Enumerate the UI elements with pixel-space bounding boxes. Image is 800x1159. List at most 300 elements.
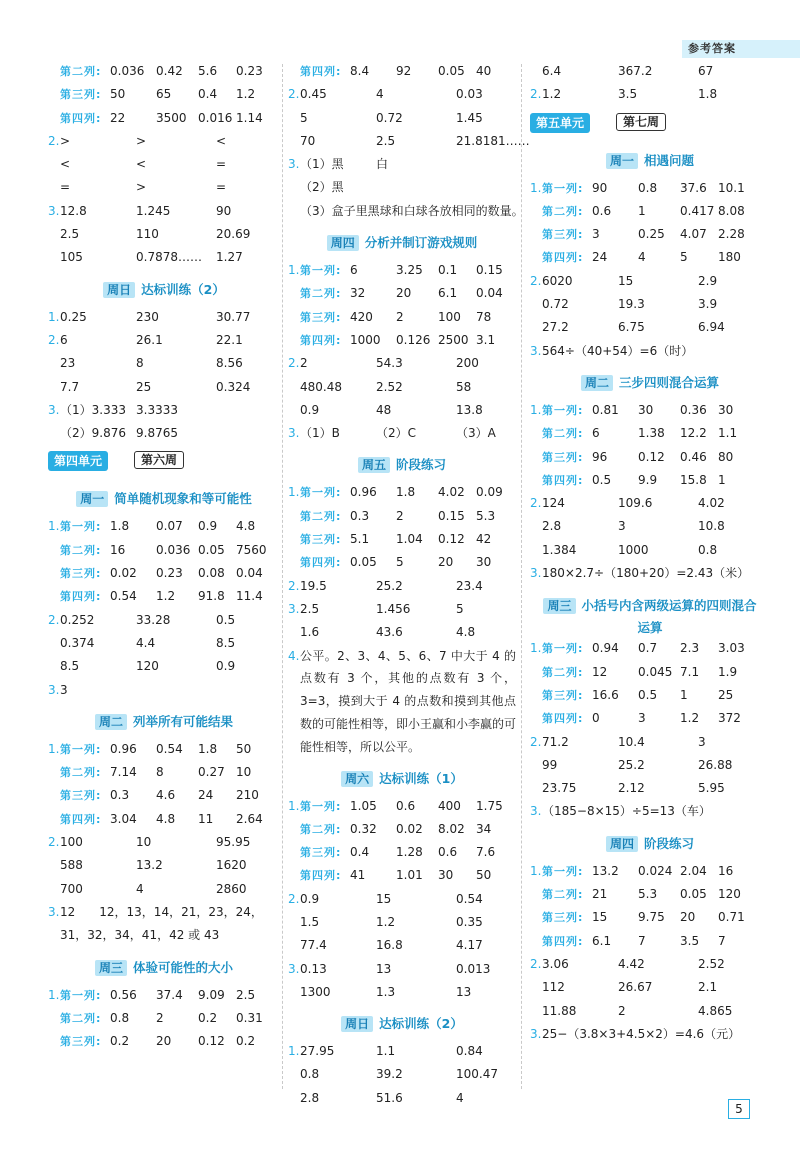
answer-value: 0.56 xyxy=(110,987,137,1002)
answer-row xyxy=(288,376,516,399)
answer-value: 1.2 xyxy=(156,589,176,604)
answer-value: 6 xyxy=(350,263,358,278)
answer-value: 4.8 xyxy=(156,811,176,826)
answer-value: 10.8 xyxy=(698,519,725,534)
answer-row xyxy=(48,60,280,83)
answer-value: 0.016 xyxy=(198,110,233,125)
answer-value: （2）黑 xyxy=(300,180,344,195)
answer-row xyxy=(288,1087,516,1110)
answer-value: 7.14 xyxy=(110,765,137,780)
row-label: 第四列: xyxy=(542,934,584,948)
question-number: 3. xyxy=(288,601,300,616)
answer-value: 0.024 xyxy=(638,863,673,878)
answer-value: 0.23 xyxy=(156,566,183,581)
answer-row xyxy=(48,655,280,678)
answer-value: 3.9 xyxy=(698,297,718,312)
answer-row xyxy=(48,784,280,807)
answer-value: 6.1 xyxy=(438,286,458,301)
answer-value: = xyxy=(216,157,227,172)
answer-value: 0.4 xyxy=(350,845,370,860)
answer-value: 70 xyxy=(300,133,316,148)
answer-value: 2.5 xyxy=(300,601,320,616)
answer-value: 12 xyxy=(592,664,608,679)
answer-row: 3. 12 12，13，14，21，23，24， xyxy=(48,904,263,919)
question-number: 2. xyxy=(48,835,60,850)
answer-column-1 xyxy=(48,60,280,1053)
answer-value: 6 xyxy=(592,426,600,441)
answer-row xyxy=(48,153,280,176)
answer-value: 8.5 xyxy=(60,659,80,674)
answer-row xyxy=(288,259,516,282)
answer-value: 26.67 xyxy=(618,980,653,995)
row-label: 第一列: xyxy=(542,642,584,656)
answer-value: 1.3 xyxy=(376,984,396,999)
answer-value: 0.9 xyxy=(198,519,218,534)
answer-value: 0.25 xyxy=(638,227,665,242)
answer-value: 0.6 xyxy=(438,845,458,860)
answer-value: 180 xyxy=(718,250,741,265)
section-heading: 周四 阶段练习 xyxy=(530,824,770,860)
answer-value: 700 xyxy=(60,881,83,896)
answer-row: 3. 180×2.7÷（180+20）=2.43（米） xyxy=(530,566,750,581)
answer-value: 3.25 xyxy=(396,263,423,278)
question-number: 1. xyxy=(530,863,542,878)
answer-value: 9.09 xyxy=(198,987,225,1002)
answer-row xyxy=(48,422,280,445)
answer-value: < xyxy=(60,157,71,172)
answer-value: 26.88 xyxy=(698,757,733,772)
answer-value: 白 xyxy=(376,157,389,172)
answer-value: 10.1 xyxy=(718,180,745,195)
answer-row xyxy=(48,107,280,130)
answer-value: 367.2 xyxy=(618,64,653,78)
answer-value: 77.4 xyxy=(300,938,327,953)
answer-value: 67 xyxy=(698,64,714,78)
answer-value: 105 xyxy=(60,250,83,265)
answer-value: 1.8 xyxy=(396,485,416,500)
answer-row xyxy=(48,1030,280,1053)
answer-value: 50 xyxy=(476,868,492,883)
answer-row xyxy=(288,399,516,422)
answer-row xyxy=(530,777,770,800)
answer-value: 0.324 xyxy=(216,379,251,394)
answer-row xyxy=(530,177,770,200)
section-heading: 周一 简单随机现象和等可能性 xyxy=(48,479,280,515)
answer-value: 3.04 xyxy=(110,811,137,826)
answer-value: 2500 xyxy=(438,332,469,347)
answer-row xyxy=(530,492,770,515)
answer-value: 4.8 xyxy=(236,519,256,534)
answer-value: 2.8 xyxy=(300,1090,320,1105)
answer-value: 0.2 xyxy=(236,1034,256,1049)
answer-value: （2）9.876 xyxy=(60,426,126,441)
answer-row xyxy=(530,293,770,316)
answer-value: 16.8 xyxy=(376,938,403,953)
answer-row xyxy=(48,878,280,901)
answer-value: 1.8 xyxy=(698,87,718,102)
answer-value: 1.45 xyxy=(456,110,483,125)
question-number: 3. xyxy=(288,961,300,976)
answer-value: 8.5 xyxy=(216,635,236,650)
answer-value: 0.126 xyxy=(396,332,431,347)
answer-value: > xyxy=(60,133,71,148)
answer-value: 0.2 xyxy=(110,1034,130,1049)
answer-value: 5 xyxy=(456,601,464,616)
answer-value: 13.8 xyxy=(456,402,483,417)
answer-value: = xyxy=(216,180,227,195)
section-heading: 周四 分析并制订游戏规则 xyxy=(288,223,516,259)
answer-value: 0.81 xyxy=(592,402,619,417)
answer-row xyxy=(288,282,516,305)
answer-row xyxy=(530,860,770,883)
question-number: 1. xyxy=(288,485,300,500)
answer-value: 0.4 xyxy=(198,87,218,102)
answer-value: 0.15 xyxy=(438,508,465,523)
answer-value: 78 xyxy=(476,309,492,324)
answer-value: 0.09 xyxy=(476,485,503,500)
answer-row xyxy=(48,223,280,246)
answer-value: 2.1 xyxy=(698,980,718,995)
answer-row xyxy=(288,911,516,934)
answer-value: 25.2 xyxy=(618,757,645,772)
answer-value: 20 xyxy=(396,286,412,301)
section-heading: 周一 相遇问题 xyxy=(530,141,770,177)
answer-value: 6020 xyxy=(542,273,573,288)
answer-value: （3）A xyxy=(456,426,496,441)
answer-row xyxy=(530,906,770,929)
answer-value: 3 xyxy=(698,734,706,749)
answer-row xyxy=(288,130,530,153)
answer-value: 0.374 xyxy=(60,635,95,650)
answer-value: 0.8 xyxy=(110,1010,130,1025)
answer-value: 1.384 xyxy=(542,542,577,557)
answer-value: 99 xyxy=(542,757,558,772)
row-label: 第三列: xyxy=(300,533,342,547)
answer-row xyxy=(530,930,770,953)
answer-row xyxy=(48,83,280,106)
answer-row: 3. （185−8×15）÷5=13（车） xyxy=(530,804,711,819)
answer-value: 0.72 xyxy=(376,110,403,125)
answer-value: 1.04 xyxy=(396,532,423,547)
answer-value: 16 xyxy=(110,542,126,557)
answer-value: （1）B xyxy=(300,426,340,441)
answer-value: 4.42 xyxy=(618,956,645,971)
answer-value: 1 xyxy=(718,472,726,487)
answer-value: 400 xyxy=(438,798,461,813)
answer-row xyxy=(288,306,516,329)
answer-column-2 xyxy=(288,60,530,1110)
page-number: 5 xyxy=(728,1099,750,1119)
row-label: 第二列: xyxy=(60,543,102,557)
answer-value: 0.84 xyxy=(456,1044,483,1059)
answer-value: 30 xyxy=(638,402,654,417)
answer-row xyxy=(288,551,516,574)
answer-value: < xyxy=(136,157,147,172)
row-label: 第四列: xyxy=(542,712,584,726)
answer-value: 2 xyxy=(300,356,308,371)
row-label: 第三列: xyxy=(542,228,584,242)
unit-header xyxy=(48,445,280,479)
answer-value: 2 xyxy=(396,508,404,523)
answer-row xyxy=(48,854,280,877)
answer-value: 230 xyxy=(136,309,159,324)
answer-value: 0.72 xyxy=(542,297,569,312)
answer-value: 92 xyxy=(396,64,412,78)
answer-value: 1.75 xyxy=(476,798,503,813)
answer-row xyxy=(48,738,280,761)
unit-badge: 第四单元 xyxy=(48,451,108,471)
answer-value: 43.6 xyxy=(376,625,403,640)
answer-value: 1000 xyxy=(350,332,381,347)
answer-value: 0.96 xyxy=(110,741,137,756)
answer-value: 3 xyxy=(618,519,626,534)
answer-row: 31，32，34，41，42 或 43 xyxy=(60,928,220,943)
answer-value: 4.02 xyxy=(438,485,465,500)
answer-value: 1.05 xyxy=(350,798,377,813)
answer-value: 25 xyxy=(718,687,734,702)
answer-value: 0.417 xyxy=(680,203,715,218)
answer-value: 4 xyxy=(638,250,646,265)
answer-value: 27.95 xyxy=(300,1044,335,1059)
answer-value: 90 xyxy=(216,203,232,218)
answer-value: 5.3 xyxy=(638,887,658,902)
answer-row xyxy=(48,200,280,223)
answer-row xyxy=(48,246,280,269)
answer-value: 120 xyxy=(718,887,741,902)
answer-value: 0.9 xyxy=(216,659,236,674)
answer-row xyxy=(530,1000,770,1023)
answer-column-3 xyxy=(530,60,770,1046)
answer-value: 8 xyxy=(136,356,144,371)
answer-value: 9.9 xyxy=(638,472,658,487)
answer-value: 2 xyxy=(396,309,404,324)
question-number: 2. xyxy=(288,891,300,906)
answer-value: 0.54 xyxy=(110,589,137,604)
answer-value: 4 xyxy=(456,1090,464,1105)
question-number: 1. xyxy=(530,641,542,656)
answer-value: 120 xyxy=(136,659,159,674)
answer-row xyxy=(530,661,770,684)
answer-row xyxy=(288,422,516,445)
answer-value: 30 xyxy=(718,402,734,417)
answer-value: 6.75 xyxy=(618,320,645,335)
answer-value: 0.42 xyxy=(156,64,183,78)
answer-row: 3. 25−（3.8×3+4.5×2）=4.6（元） xyxy=(530,1026,741,1041)
answer-value: 3500 xyxy=(156,110,187,125)
section-heading: 周六 达标训练（1） xyxy=(288,759,516,795)
answer-value: 7.6 xyxy=(476,845,496,860)
answer-value: 51.6 xyxy=(376,1090,403,1105)
answer-row xyxy=(288,176,516,199)
answer-value: 2.3 xyxy=(680,641,700,656)
answer-row xyxy=(288,958,516,981)
row-label: 第一列: xyxy=(60,742,102,756)
answer-value: 7 xyxy=(638,933,646,948)
answer-value: < xyxy=(216,133,227,148)
answer-value: 10 xyxy=(136,835,152,850)
question-number: 1. xyxy=(288,798,300,813)
answer-value: 0.08 xyxy=(198,566,225,581)
answer-value: 20 xyxy=(680,910,696,925)
answer-row xyxy=(530,399,770,422)
answer-value: 112 xyxy=(542,980,565,995)
column-divider xyxy=(282,64,283,1089)
answer-value: 4 xyxy=(376,87,384,102)
answer-value: 9.8765 xyxy=(136,426,178,441)
question-number: 2. xyxy=(530,956,542,971)
answer-value: 37.4 xyxy=(156,987,183,1002)
row-label: 第一列: xyxy=(542,181,584,195)
question-number: 3. xyxy=(288,426,300,441)
answer-value: 1.8 xyxy=(198,741,218,756)
answer-value: 1.27 xyxy=(216,250,243,265)
answer-paragraph: 4. 公平。2、3、4、5、6、7 中大于 4 的点数有 3 个，其他的点数有 3 个，3=3，摸到大于 4 的点数和摸到其他点数的可能性相等，即小王赢和小李赢的可能性相等，所以公平。 xyxy=(288,648,517,754)
answer-value: 24 xyxy=(198,788,214,803)
answer-value: 1.1 xyxy=(718,426,738,441)
answer-value: 0.23 xyxy=(236,64,263,78)
answer-row xyxy=(288,1063,516,1086)
answer-value: 30 xyxy=(438,868,454,883)
question-number: 2. xyxy=(48,612,60,627)
row-label: 第一列: xyxy=(60,520,102,534)
answer-value: 5.6 xyxy=(198,64,218,78)
question-number: 1. xyxy=(530,402,542,417)
answer-value: 4.865 xyxy=(698,1003,733,1018)
answer-value: 19.5 xyxy=(300,578,327,593)
answer-value: 21.8181…… xyxy=(456,133,530,148)
answer-row xyxy=(530,270,770,293)
answer-value: > xyxy=(136,133,147,148)
answer-value: 95.95 xyxy=(216,835,251,850)
answer-value: 5.3 xyxy=(476,508,496,523)
answer-value: 1.6 xyxy=(300,625,320,640)
answer-value: 0 xyxy=(592,711,600,726)
answer-value: 2.8 xyxy=(542,519,562,534)
answer-value: 8.56 xyxy=(216,356,243,371)
answer-value: 1.14 xyxy=(236,110,263,125)
answer-row xyxy=(48,562,280,585)
answer-row xyxy=(288,528,516,551)
answer-value: 0.3 xyxy=(110,788,130,803)
answer-value: 80 xyxy=(718,449,734,464)
answer-value: 10 xyxy=(236,765,252,780)
answer-value: 2.64 xyxy=(236,811,263,826)
answer-value: 4.07 xyxy=(680,227,707,242)
answer-value: 8.08 xyxy=(718,203,745,218)
answer-value: 12.8 xyxy=(60,203,87,218)
answer-value: 1.28 xyxy=(396,845,423,860)
answer-value: 41 xyxy=(350,868,366,883)
question-number: 1. xyxy=(48,987,60,1002)
answer-value: 2.12 xyxy=(618,781,645,796)
section-heading: 周二 三步四则混合运算 xyxy=(530,363,770,399)
answer-row xyxy=(48,609,280,632)
answer-value: 2.5 xyxy=(376,133,396,148)
answer-value: 1000 xyxy=(618,542,649,557)
answer-row xyxy=(48,808,280,831)
answer-value: 15.8 xyxy=(680,472,707,487)
question-number: 3. xyxy=(288,157,300,172)
row-label: 第二列: xyxy=(300,287,342,301)
section-heading: 周五 阶段练习 xyxy=(288,445,516,481)
answer-row xyxy=(48,329,280,352)
answer-value: 110 xyxy=(136,227,159,242)
answer-row xyxy=(530,953,770,976)
answer-value: 0.94 xyxy=(592,641,619,656)
answer-row xyxy=(48,352,280,375)
answer-row xyxy=(48,632,280,655)
answer-row xyxy=(48,539,280,562)
answer-value: 0.54 xyxy=(456,891,483,906)
answer-value: 0.05 xyxy=(680,887,707,902)
answer-row xyxy=(530,515,770,538)
question-number: 2. xyxy=(530,734,542,749)
answer-value: 4.02 xyxy=(698,496,725,511)
answer-value: 13.2 xyxy=(592,863,619,878)
row-label: 第二列: xyxy=(60,1011,102,1025)
answer-row xyxy=(48,984,280,1007)
answer-row xyxy=(288,888,516,911)
answer-value: 65 xyxy=(156,87,172,102)
answer-value: 8 xyxy=(156,765,164,780)
row-label: 第二列: xyxy=(542,204,584,218)
answer-value: 0.71 xyxy=(718,910,745,925)
answer-row xyxy=(288,83,516,106)
answer-row xyxy=(288,934,516,957)
answer-value: 15 xyxy=(376,891,392,906)
question-number: 2. xyxy=(48,133,60,148)
answer-value: 420 xyxy=(350,309,373,324)
answer-value: 7 xyxy=(718,933,726,948)
answer-value: 3 xyxy=(638,711,646,726)
answer-value: 100 xyxy=(60,835,83,850)
answer-value: 25.2 xyxy=(376,578,403,593)
answer-value: 4.8 xyxy=(456,625,476,640)
answer-row xyxy=(288,864,516,887)
row-label: 第二列: xyxy=(542,665,584,679)
answer-row xyxy=(530,883,770,906)
answer-value: 1.9 xyxy=(718,664,738,679)
answer-value: 24 xyxy=(592,250,608,265)
question-number: 2. xyxy=(530,273,542,288)
answer-value: 1300 xyxy=(300,984,331,999)
answer-value: 0.03 xyxy=(456,87,483,102)
row-label: 第三列: xyxy=(300,310,342,324)
answer-value: （1）黑 xyxy=(300,157,344,172)
answer-value: 21 xyxy=(592,887,608,902)
answer-value: 2 xyxy=(618,1003,626,1018)
answer-value: 7560 xyxy=(236,542,267,557)
answer-row xyxy=(48,376,280,399)
week-badge: 第六周 xyxy=(134,451,184,469)
answer-row xyxy=(48,130,280,153)
answer-row xyxy=(48,761,280,784)
answer-value: 0.036 xyxy=(110,64,145,78)
answer-value: 12.2 xyxy=(680,426,707,441)
answer-row xyxy=(530,754,770,777)
answer-value: 6.4 xyxy=(542,64,562,78)
question-number: 2. xyxy=(48,332,60,347)
answer-value: 8.4 xyxy=(350,64,370,78)
question-number: 2. xyxy=(288,578,300,593)
answer-value: = xyxy=(60,180,71,195)
answer-row xyxy=(530,60,770,83)
answer-value: 5.95 xyxy=(698,781,725,796)
answer-value: 11 xyxy=(198,811,214,826)
answer-value: 54.3 xyxy=(376,356,403,371)
answer-value: 210 xyxy=(236,788,259,803)
answer-value: 0.05 xyxy=(198,542,225,557)
